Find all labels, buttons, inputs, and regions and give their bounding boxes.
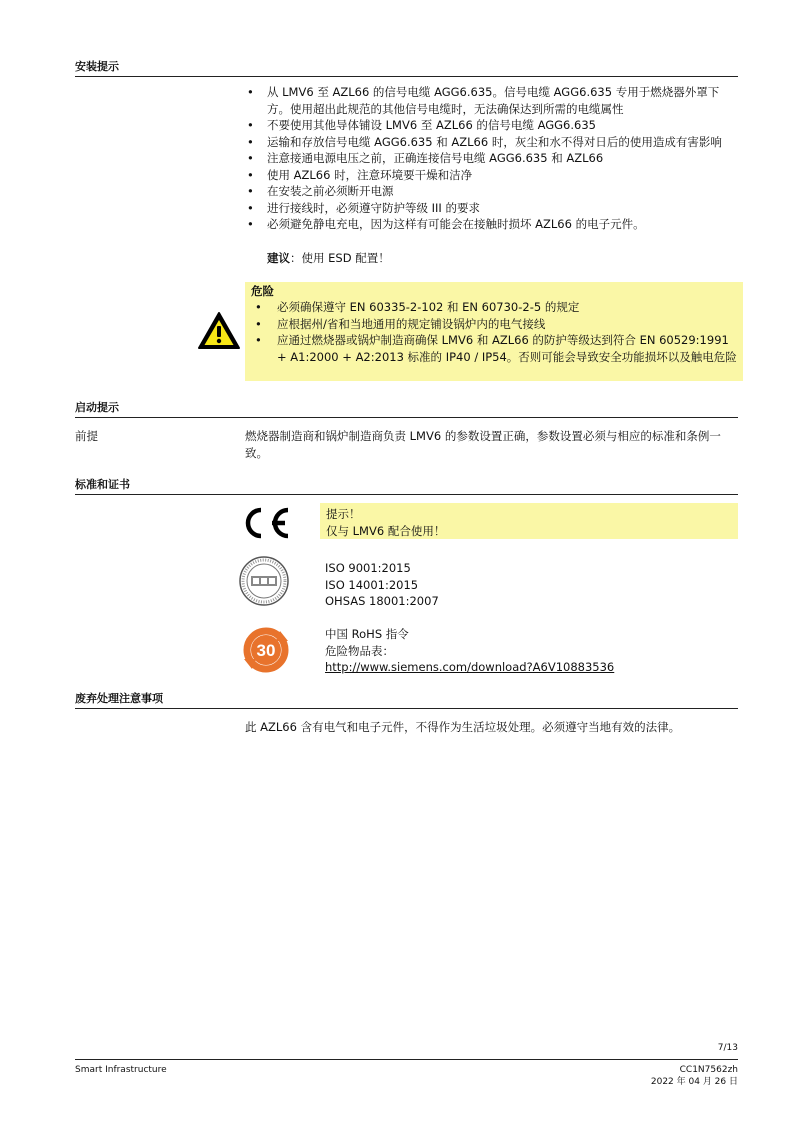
footer-company: Smart Infrastructure [75, 1065, 167, 1075]
iso-line: OHSAS 18001:2007 [325, 594, 439, 608]
list-item: • 必须避免静电充电，因为这样有可能会在接触时损坏 AZL66 的电子元件。 [245, 216, 739, 233]
rohs-line: 中国 RoHS 指令 [325, 627, 409, 641]
disposal-text: 此 AZL66 含有电气和电子元件，不得作为生活垃圾处理。必须遵守当地有效的法律。 [245, 720, 681, 734]
ce-note-title: 提示！ [326, 507, 361, 521]
list-item: • 从 LMV6 至 AZL66 的信号电缆 AGG6.635。信号电缆 AGG6.635 专用于燃烧器外罩下方。使用超出此规范的其他信号电缆时，无法确保达到所需的电缆属性 [245, 84, 739, 117]
startup-label: 前提 [75, 429, 98, 443]
list-item: • 应根据州/省和当地通用的规定铺设锅炉内的电气接线 [251, 316, 737, 333]
disposal-heading: 废弃处理注意事项 [75, 692, 738, 709]
list-item: • 在安装之前必须断开电源 [245, 183, 739, 200]
rohs-number: 30 [256, 641, 276, 660]
ce-note-text: 仅与 LMV6 配合使用！ [326, 523, 446, 538]
rohs-info [325, 626, 614, 676]
iso-line: ISO 14001:2015 [325, 577, 419, 592]
list-item: • 进行接线时，必须遵守防护等级 III 的要求 [245, 200, 739, 217]
danger-title: 危险 [251, 284, 274, 298]
startup-text: 燃烧器制造商和锅炉制造商负责 LMV6 的参数设置正确，参数设置必须与相应的标准和条例一致。 [245, 429, 721, 460]
rohs-download-link[interactable]: http://www.siemens.com/download?A6V10883536 [325, 660, 615, 674]
list-item: • 运输和存放信号电缆 AGG6.635 和 AZL66 时，灰尘和水不得对日后的使用造成有害影响 [245, 134, 739, 151]
list-item: • 使用 AZL66 时，注意环境要干燥和洁净 [245, 167, 739, 184]
list-item: • 不要使用其他导体铺设 LMV6 至 AZL66 的信号电缆 AGG6.635 [245, 117, 739, 134]
esd-advice [245, 250, 761, 267]
rohs-30-icon [240, 625, 292, 675]
footer-date: 2022 年 04 月 26 日 [650, 1077, 738, 1087]
ce-mark-icon [240, 505, 292, 541]
installation-heading: 安装提示 [75, 60, 738, 77]
danger-list [251, 299, 737, 365]
footer-doc-id: CC1N7562zh [679, 1065, 738, 1075]
warning-triangle-icon [197, 311, 241, 350]
rohs-line: 危险物品表： [325, 643, 394, 658]
list-item: • 必须确保遵守 EN 60335-2-102 和 EN 60730-2-5 的规定 [251, 299, 737, 316]
advice-label: 建议 [267, 251, 290, 265]
iso-line: ISO 9001:2015 [325, 561, 411, 575]
standards-heading: 标准和证书 [75, 478, 738, 495]
list-item: • 应通过燃烧器或锅炉制造商确保 LMV6 和 AZL66 的防护等级达到符合 EN 60529:1991 + A1:2000 + A2:2013 标准的 IP40 / IP54。否则可能会导致安全功能损坏以及触电危险 [251, 332, 737, 365]
iso-list [325, 560, 439, 610]
startup-heading: 启动提示 [75, 401, 738, 418]
sqs-certification-seal-icon [239, 556, 289, 606]
footer-divider [75, 1059, 738, 1060]
advice-text: ：使用 ESD 配置！ [290, 251, 390, 265]
ce-note-box [320, 503, 738, 539]
page-number: 7/13 [717, 1043, 738, 1053]
list-item: • 注意接通电源电压之前，正确连接信号电缆 AGG6.635 和 AZL66 [245, 150, 739, 167]
danger-box [245, 282, 743, 381]
installation-list [245, 84, 739, 233]
